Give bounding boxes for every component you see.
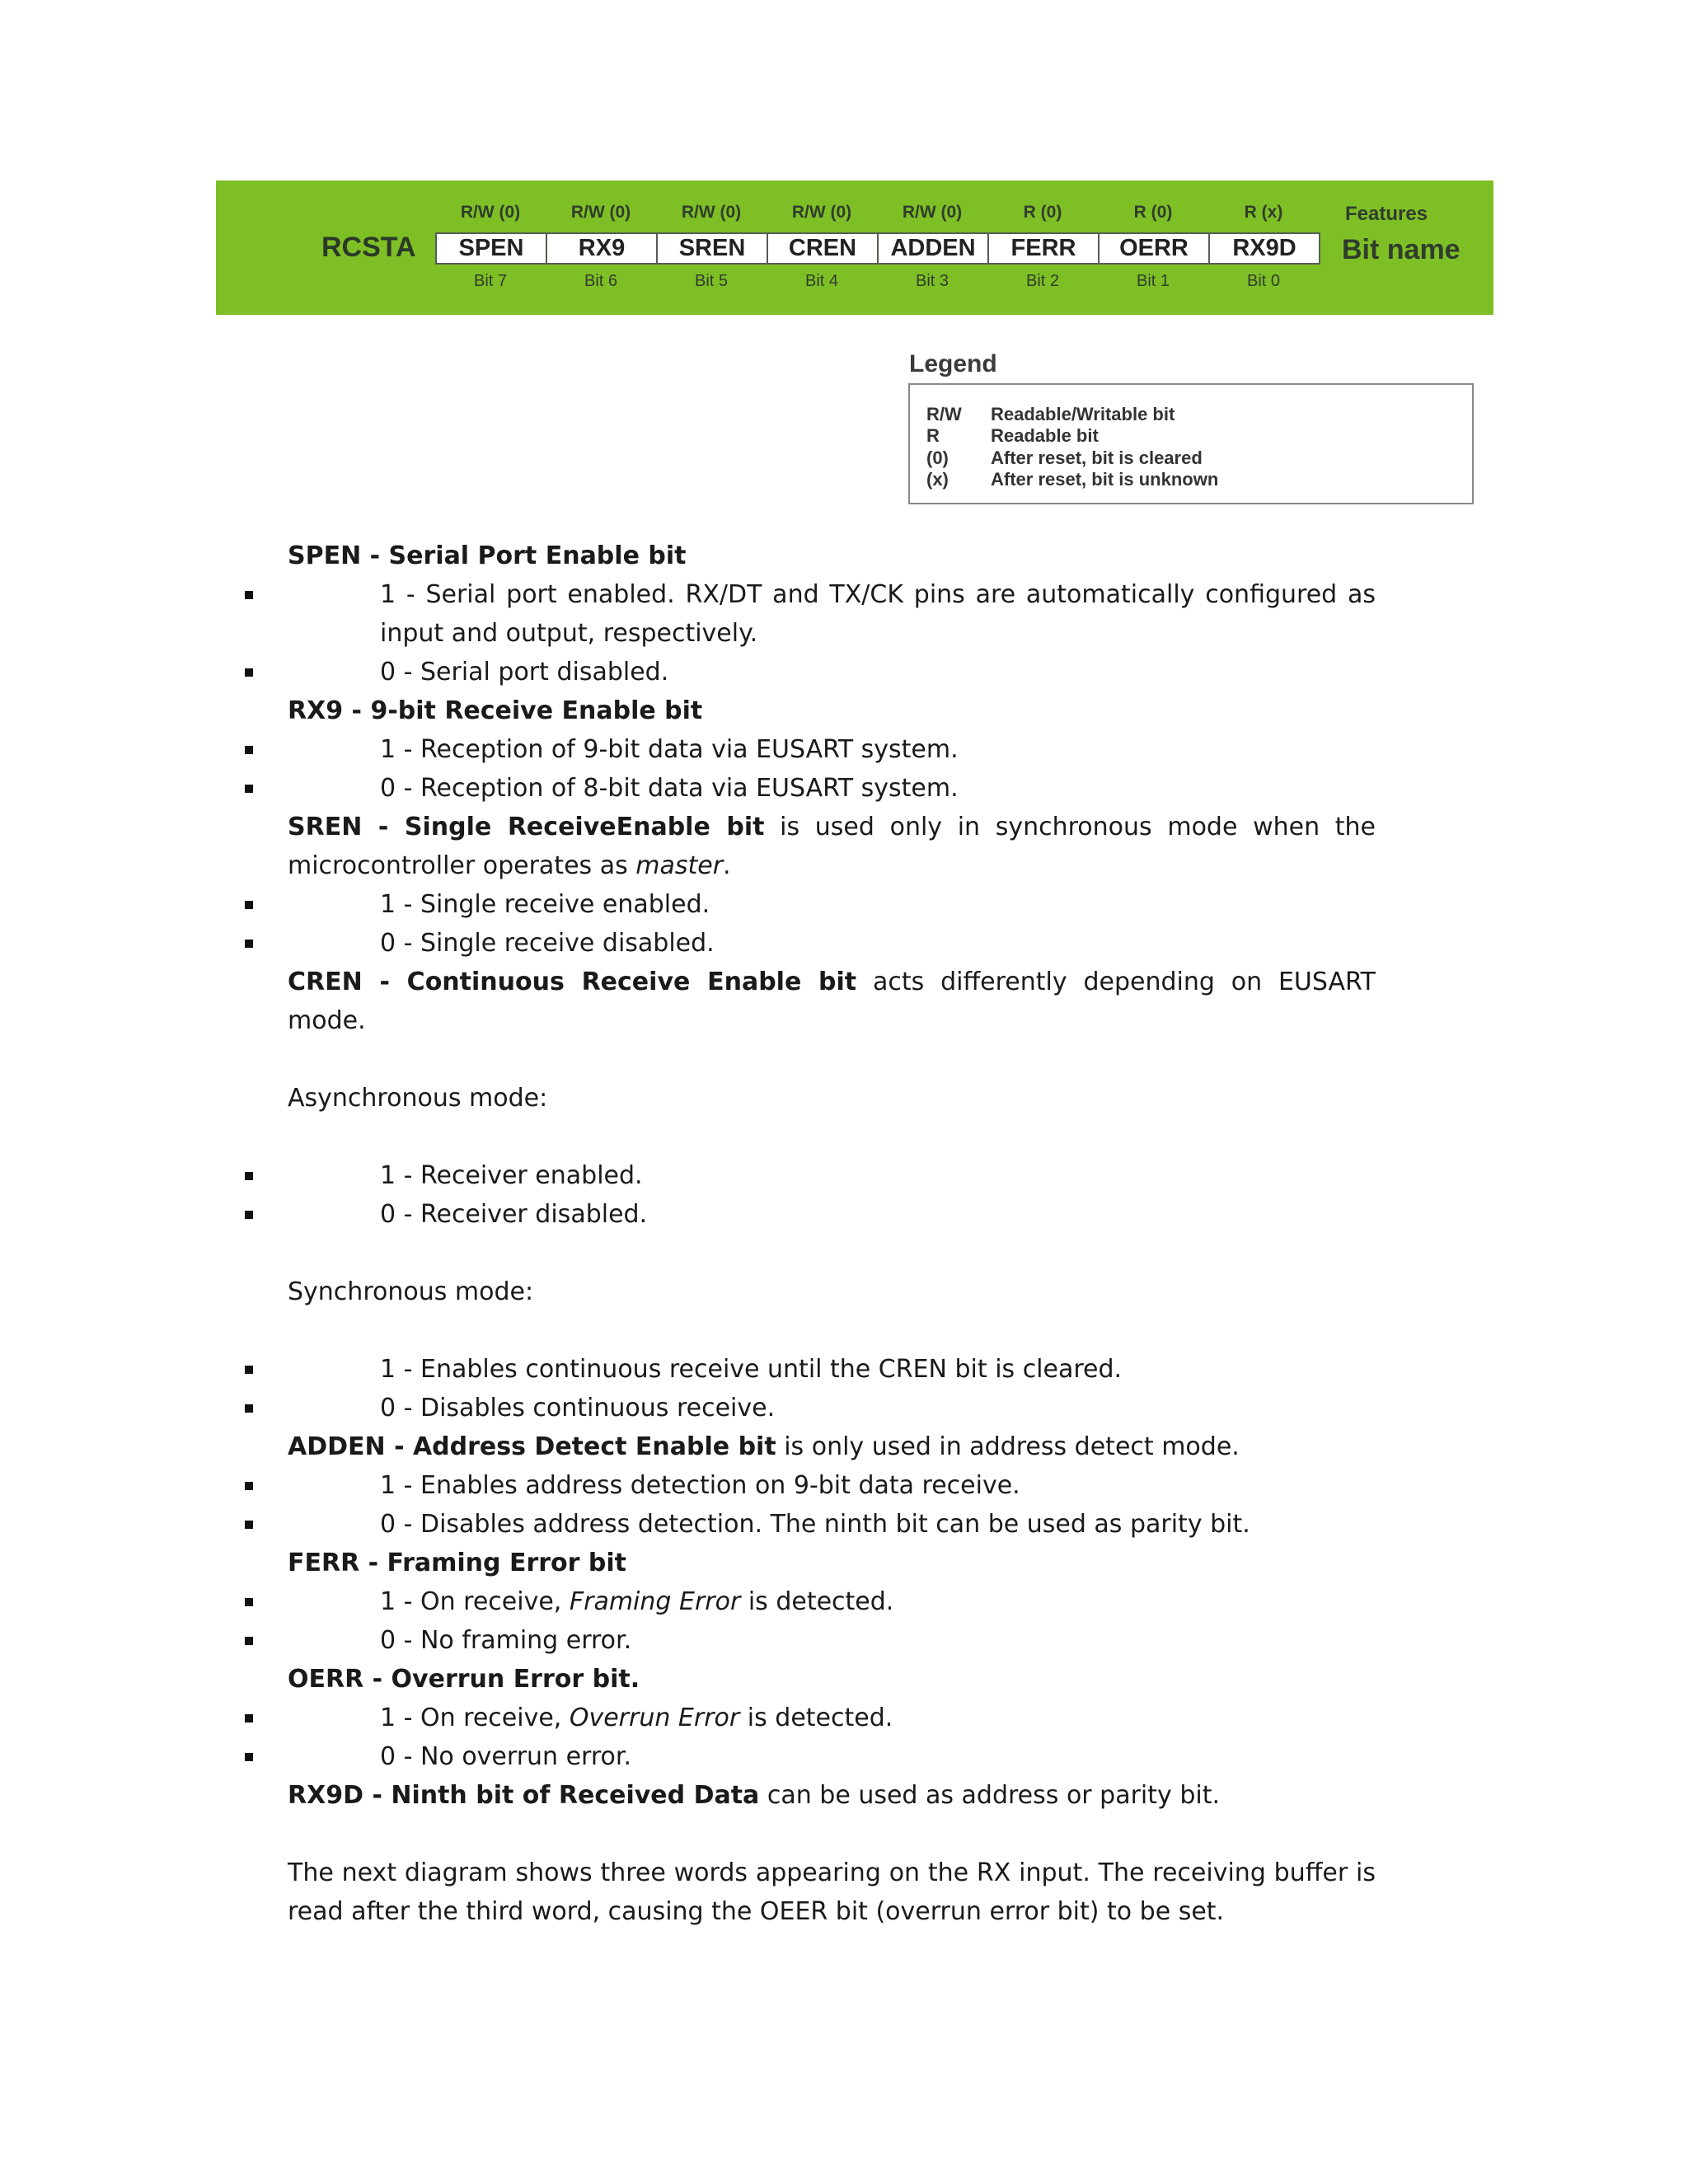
bit-name-label: Bit name	[1342, 234, 1461, 265]
bit-name-cell: CREN	[767, 232, 879, 265]
sren-title: SREN - Single ReceiveEnable bit	[288, 813, 765, 841]
bit-number: Bit 5	[694, 272, 729, 290]
legend-key: R	[926, 425, 940, 446]
register-diagram	[216, 180, 1493, 315]
legend-description: Readable bit	[991, 425, 1099, 446]
spacer	[288, 1311, 1376, 1350]
spacer	[288, 1815, 1376, 1854]
adden-heading	[288, 1427, 1376, 1466]
bit-access: R (x)	[1244, 203, 1283, 222]
ferr-title: FERR - Framing Error bit	[288, 1549, 626, 1577]
ferr-1-item	[288, 1582, 1376, 1621]
async-mode-label: Asynchronous mode:	[288, 1084, 548, 1113]
spacer	[288, 1040, 1376, 1079]
spen-0-item: 0 - Serial port disabled.	[288, 653, 1376, 691]
bit-number: Bit 7	[473, 272, 508, 290]
bit-number: Bit 1	[1136, 272, 1170, 290]
sync-0-item: 0 - Disables continuous receive.	[288, 1389, 1376, 1427]
rx9-title: RX9 - 9-bit Receive Enable bit	[288, 696, 703, 725]
bit-column	[546, 180, 656, 315]
ferr-1-text: 1 - On receive,	[380, 1587, 570, 1616]
sync-mode-label: Synchronous mode:	[288, 1277, 534, 1306]
adden-description: is only used in address detect mode.	[776, 1432, 1240, 1461]
bit-access: R/W (0)	[902, 203, 963, 222]
bit-access: R/W (0)	[791, 203, 852, 222]
spen-title: SPEN - Serial Port Enable bit	[288, 541, 687, 570]
sren-1-item: 1 - Single receive enabled.	[288, 885, 1376, 924]
bit-number: Bit 4	[804, 272, 839, 290]
bit-number: Bit 3	[915, 272, 950, 290]
cren-description: acts differently depending on EUSART mode.	[288, 968, 1376, 1035]
oerr-1-text-end: is detected.	[739, 1704, 893, 1732]
bit-descriptions	[288, 537, 1376, 1931]
rx9-0-item: 0 - Reception of 8-bit data via EUSART system.	[288, 769, 1376, 808]
cren-title: CREN - Continuous Receive Enable bit	[288, 968, 857, 996]
bit-name-cell: SPEN	[435, 232, 547, 265]
async-0-item: 0 - Receiver disabled.	[288, 1195, 1376, 1234]
bit-column	[1098, 180, 1208, 315]
bit-column	[877, 180, 987, 315]
async-1-item: 1 - Receiver enabled.	[288, 1156, 1376, 1195]
spen-1-item: 1 - Serial port enabled. RX/DT and TX/CK pins are automatically configured as input and output, respectively.	[288, 575, 1376, 653]
bit-column	[1208, 180, 1319, 315]
bit-access: R (0)	[1023, 203, 1062, 222]
legend-description: Readable/Writable bit	[991, 404, 1175, 424]
bit-column	[987, 180, 1098, 315]
legend-title: Legend	[909, 350, 997, 377]
oerr-title: OERR - Overrun Error bit.	[288, 1665, 640, 1694]
rx9d-title: RX9D - Ninth bit of Received Data	[288, 1781, 760, 1810]
oerr-0-item: 0 - No overrun error.	[288, 1737, 1376, 1776]
spacer	[288, 1118, 1376, 1156]
bit-column	[767, 180, 877, 315]
oerr-1-text: 1 - On receive,	[380, 1704, 570, 1732]
bit-access: R/W (0)	[460, 203, 521, 222]
features-label: Features	[1345, 203, 1428, 225]
sren-description: is used only in synchronous mode when the microcontroller operates as	[288, 813, 1376, 880]
bit-number: Bit 0	[1246, 272, 1281, 290]
spacer	[288, 1234, 1376, 1272]
rx9d-heading	[288, 1776, 1376, 1815]
sren-heading	[288, 808, 1376, 885]
legend-key: R/W	[926, 404, 962, 424]
bit-access: R/W (0)	[570, 203, 631, 222]
ferr-heading	[288, 1544, 1376, 1582]
closing-paragraph: The next diagram shows three words appearing on the RX input. The receiving buffer is read after the third word, causing the OEER bit (overrun error bit) to be set.	[288, 1858, 1376, 1926]
legend-key: (0)	[926, 448, 949, 468]
adden-title: ADDEN - Address Detect Enable bit	[288, 1432, 776, 1461]
oerr-heading	[288, 1660, 1376, 1699]
sren-emphasis: master	[635, 851, 724, 880]
bit-column	[656, 180, 767, 315]
sync-1-item: 1 - Enables continuous receive until the CREN bit is cleared.	[288, 1350, 1376, 1389]
ferr-1-emphasis: Framing Error	[569, 1587, 741, 1616]
bit-name-cell: SREN	[656, 232, 768, 265]
bit-name-cell: OERR	[1098, 232, 1210, 265]
rx9-heading	[288, 691, 1376, 730]
oerr-1-item	[288, 1699, 1376, 1737]
adden-0-item: 0 - Disables address detection. The ninth bit can be used as parity bit.	[288, 1505, 1376, 1544]
bit-name-cell: RX9D	[1208, 232, 1320, 265]
sren-description-end: .	[723, 851, 731, 880]
bit-name-cell: FERR	[987, 232, 1100, 265]
bit-column	[435, 180, 546, 315]
rx9d-description: can be used as address or parity bit.	[759, 1781, 1220, 1810]
legend-box	[908, 383, 1474, 504]
bit-name-cell: RX9	[546, 232, 658, 265]
adden-1-item: 1 - Enables address detection on 9-bit data receive.	[288, 1466, 1376, 1505]
ferr-0-item: 0 - No framing error.	[288, 1621, 1376, 1660]
bit-access: R/W (0)	[681, 203, 742, 222]
spen-heading	[288, 537, 1376, 575]
legend-description: After reset, bit is unknown	[991, 469, 1219, 490]
rx9-1-item: 1 - Reception of 9-bit data via EUSART system.	[288, 730, 1376, 769]
legend-description: After reset, bit is cleared	[991, 448, 1203, 468]
bit-number: Bit 2	[1025, 272, 1060, 290]
oerr-1-emphasis: Overrun Error	[569, 1704, 740, 1732]
legend-key: (x)	[926, 469, 949, 490]
bit-name-cell: ADDEN	[877, 232, 989, 265]
cren-heading	[288, 963, 1376, 1040]
ferr-1-text-end: is detected.	[740, 1587, 894, 1616]
register-name: RCSTA	[321, 232, 416, 263]
sren-0-item: 0 - Single receive disabled.	[288, 924, 1376, 963]
bit-number: Bit 6	[584, 272, 618, 290]
bit-access: R (0)	[1133, 203, 1173, 222]
